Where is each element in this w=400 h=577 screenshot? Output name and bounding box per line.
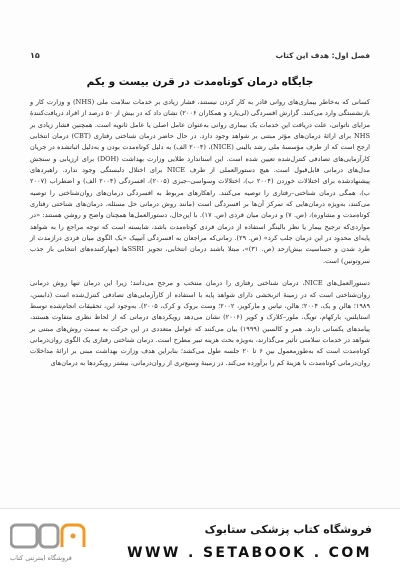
logo-subtitle: فروشگاه اینترنتی کتاب	[10, 554, 72, 562]
setabook-logo[interactable]	[10, 521, 130, 563]
section-title: جایگاه درمان کوتاه‌مدت در قرن بیست و یکم	[86, 76, 314, 88]
running-header	[30, 48, 370, 62]
body-text	[30, 97, 370, 369]
chapter-title: فصل اول: هدف این کتاب	[275, 50, 370, 60]
page-number: ۱۵	[30, 50, 40, 60]
paragraph-2: دستورالعمل‌های NICE، درمان شناختی رفتاری را درمان منتخب و مرجح می‌دانند؛ زیرا این درمان تنها روش درمانی روان‌شناختی است که در زمینهٔ اثربخشی دارای شواهد پایه با استفاده از کارآزمایی‌های تصادفی کنترل‌شده است (دابسن، ۱۹۸۹؛ هالن و بک، ۲۰۰۴؛ هالن، تیاس و مارکویز، ۲۰۰۲؛ وست بروک و کرک، ۲۰۰۵). به‌وجود این، تحقیقات انجام‌شده توسط استایلس، بارکهام، تویگ، ملور–کلارک و کوپر (۲۰۰۶) نشان می‌دهد رویکردهای درمانی که از لحاظ نظری متفاوت هستند، پیامدهای یکسانی دارند. همر و کالسین (۱۹۹۹) بیان می‌کنند که عوامل متعددی در این حرکت به سمت روش‌های مبتنی بر شواهد در خدمات سلامتی تأثیر می‌گذارند، به‌ویژه بحث هزینه تبیر مطرح است. درمان شناختی رفتاری یک الگوی روان‌درمانی کوتاه‌مدت است که به‌طورمعمول بین ۶ تا ۲۰ جلسه طول می‌کشد؛ بنابراین هدف وزارت بهداشت مبنی بر ارائهٔ مداخلات روان‌درمانی کوتاه‌مدت با هزینهٔ کم را برآورده می‌کند. در زمینهٔ وسیع‌تری از روان‌درمانی، بیشتر رویکردها به درمان‌های	[30, 279, 370, 367]
store-url-link[interactable]: WWW . SETABOOK . COM	[127, 545, 372, 561]
paragraph-1: کسانی که به‌خاطر بیماری‌های روانی قادر به کار کردن نیستند، فشار زیادی بر خدمات سلامت ملی (NHS) و وزارت کار و بازنشستگی وارد می‌کنند. گزارش افسردگی (لی‌یارد و همکاران ۲۰۰۶) نشان داد که در بیش از ۵۰ درصد از افراد دریافت‌کنندهٔ مزایای ناتوانی، علت دریافت این خدمات یک بیماری روانی به‌عنوان عامل اصلی یا عامل ثانویه است. همچنین فشار زیادی بر NHS برای ارائهٔ درمان‌های مؤثر مبتنی بر شواهد وجود دارد. در حال حاضر درمان شناختی رفتاری (CBT) درمان انتخابی ارجح است که از طرف مؤسسهٔ ملی رشد بالینی (NICE)، (۲۰۰۴ الف) به دلیل کوتاه‌مدت بودن و به‌دلیل اثباتشده در جریان کارآزمایی‌های تصادفی کنترل‌شده تعیین شده است. این استاندارد طلایی وزارت بهداشت (DOH) برای ارزیابی و سنجش مدل‌های درمانی قابل‌قبول است. هیچ دستورالعملی از طرف NICE برای اختلال دلبستگی وجود ندارد. راهبردهای پیشنهادشده برای اختلالات خوردن (۲۰۰۴ ب)، اختلالات وسواسی–جبری (۲۰۰۵)، افسردگی (۲۰۰۴ الف) و اضطراب (۲۰۰۷ ب)، همگی درمان شناختی–رفتاری را توصیه می‌کنند. راهکارهای مربوط به افسردگی درمان‌های روان‌شناختی را توصیه می‌کنند، به‌ویژه درمان‌هایی که تمرکز آن‌ها بر افسردگی است (مانند روش درمانی حل مسئله، درمان‌های شناختی رفتاری کوتاه‌مدت و مشاوره)، (ص. ۷) و درمان میان فردی (ص. ۱۷). با این‌حال، دستورالعمل‌ها همچنان واضح و روشن هستند: «در مواردی‌که ترجیح بیمار یا نظر بالینگر استفاده از درمان فردی کوتاه‌مدت باشد، شایسته است که توجه مراجع را به شواهد پایه‌ای محدود در این درمان جلب کرد» (ص. ۲۹). زمانی‌که مراجعان به افسردگی آتیپیک «یک الگوی میان فردی درازمدت از طرد شدن و حساسیت بیش‌ازحد (ص. ۳۱)»، مبتلا باشند درمان انتخابی، تجویز SSRIها (مهارکننده‌های انتخابی باز جذب سروتونین) است.	[30, 98, 371, 265]
store-footer	[0, 508, 400, 577]
logo-mark-icon	[10, 521, 86, 551]
store-name: فروشگاه کتاب پزشکی ستابوک	[204, 523, 372, 536]
